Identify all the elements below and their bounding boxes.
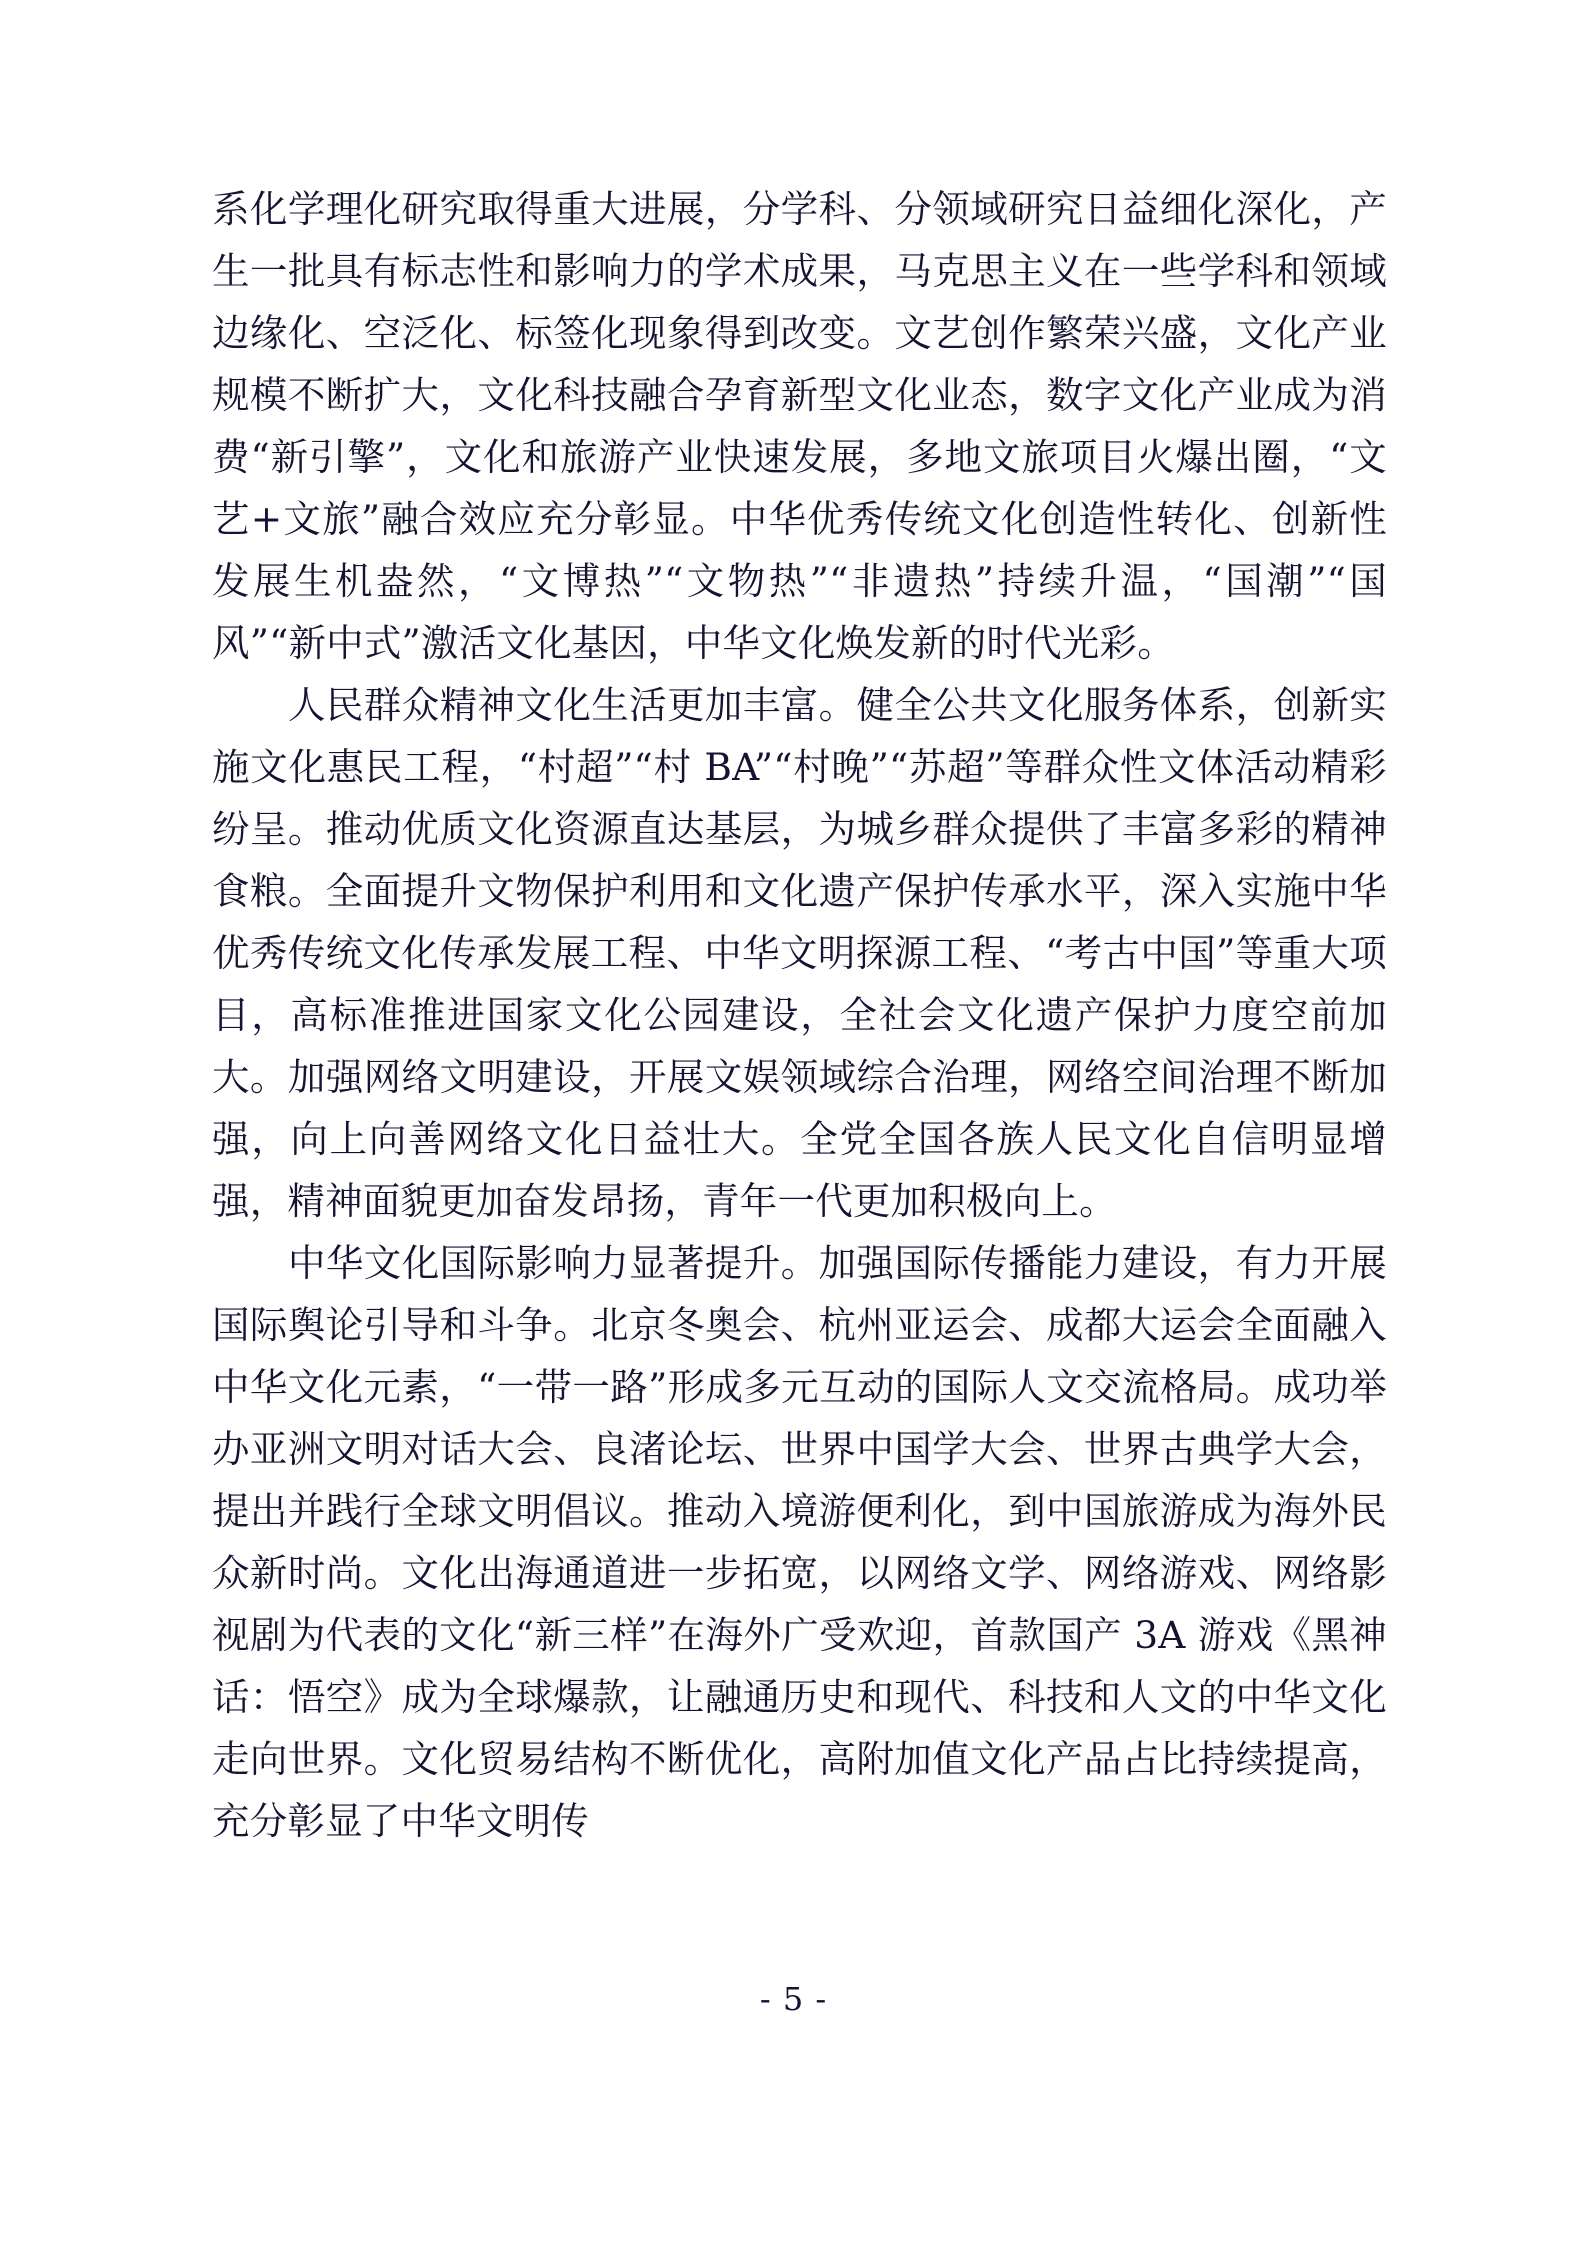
paragraph-1: 系化学理化研究取得重大进展，分学科、分领域研究日益细化深化，产生一批具有标志性和影响力的学术成果，马克思主义在一些学科和领域边缘化、空泛化、标签化现象得到改变。文艺创作繁荣兴盛，文化产业规模不断扩大，文化科技融合孕育新型文化业态，数字文化产业成为消费“新引擎”，文化和旅游产业快速发展，多地文旅项目火爆出圈，“文艺+文旅”融合效应充分彰显。中华优秀传统文化创造性转化、创新性发展生机盎然，“文博热”“文物热”“非遗热”持续升温，“国潮”“国风”“新中式”激活文化基因，中华文化焕发新的时代光彩。 (212, 187, 1387, 665)
paragraph-3: 中华文化国际影响力显著提升。加强国际传播能力建设，有力开展国际舆论引导和斗争。北京冬奥会、杭州亚运会、成都大运会全面融入中华文化元素，“一带一路”形成多元互动的国际人文交流格局。成功举办亚洲文明对话大会、良渚论坛、世界中国学大会、世界古典学大会，提出并践行全球文明倡议。推动入境游便利化，到中国旅游成为海外民众新时尚。文化出海通道进一步拓宽，以网络文学、网络游戏、网络影视剧为代表的文化“新三样”在海外广受欢迎，首款国产 3A 游戏《黑神话：悟空》成为全球爆款，让融通历史和现代、科技和人文的中华文化走向世界。文化贸易结构不断优化，高附加值文化产品占比持续提高，充分彰显了中华文明传 (212, 1241, 1387, 1843)
page-body (212, 178, 1387, 1852)
page-number: - 5 - (759, 1980, 828, 2018)
paragraph-2: 人民群众精神文化生活更加丰富。健全公共文化服务体系，创新实施文化惠民工程，“村超”“村 BA”“村晚”“苏超”等群众性文体活动精彩纷呈。推动优质文化资源直达基层，为城乡群众提供了丰富多彩的精神食粮。全面提升文物保护利用和文化遗产保护传承水平，深入实施中华优秀传统文化传承发展工程、中华文明探源工程、“考古中国”等重大项目，高标准推进国家文化公园建设，全社会文化遗产保护力度空前加大。加强网络文明建设，开展文娱领域综合治理，网络空间治理不断加强，向上向善网络文化日益壮大。全党全国各族人民文化自信明显增强，精神面貌更加奋发昂扬，青年一代更加积极向上。 (212, 683, 1387, 1223)
